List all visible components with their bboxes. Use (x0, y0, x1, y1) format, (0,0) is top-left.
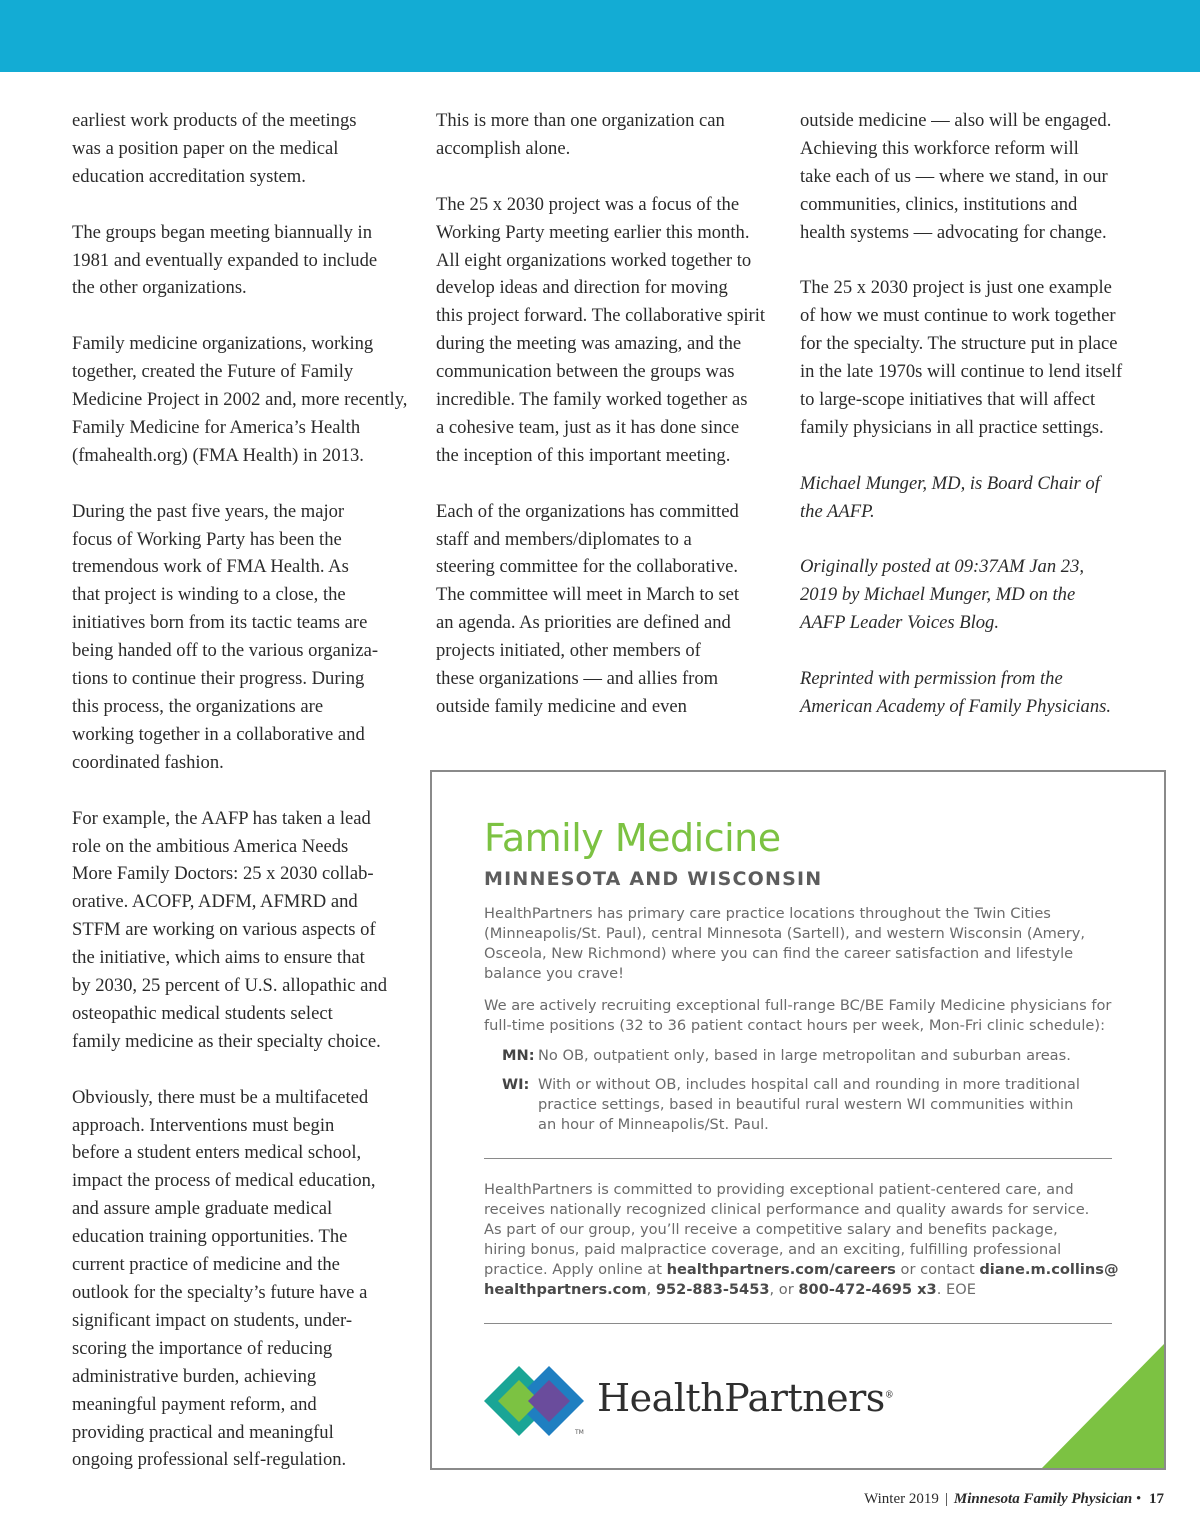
text-line: being handed off to the various organiza- (72, 640, 379, 662)
text-line: The 25 x 2030 project was a focus of the (436, 193, 740, 215)
text-line: to large-scope initiatives that will affect (800, 389, 1096, 411)
text-line: receives nationally recognized clinical performance and quality awards for service. (484, 1201, 1090, 1218)
text-line: incredible. The family worked together as (436, 389, 748, 411)
footer-divider: | (944, 1491, 948, 1507)
eoe-text: . EOE (936, 1281, 976, 1298)
text-line: HealthPartners is committed to providing exceptional patient-centered care, and (484, 1181, 1074, 1198)
text-line: this process, the organizations are (72, 695, 324, 717)
ad-title: Family Medicine (484, 816, 781, 860)
text-line: The 25 x 2030 project is just one example (800, 277, 1112, 299)
column-3-paragraph (800, 274, 1145, 441)
text-line: practice settings, based in beautiful rural western WI communities within (538, 1096, 1074, 1113)
author-bio (800, 470, 1145, 526)
column-1-paragraph (72, 330, 407, 470)
phone-number-1[interactable]: 952-883-5453 (655, 1281, 770, 1298)
text-line: the other organizations. (72, 277, 247, 299)
email-link-part-2[interactable]: healthpartners.com (484, 1281, 647, 1298)
text-line: AAFP Leader Voices Blog. (800, 612, 999, 634)
ad-subtitle: MINNESOTA AND WISCONSIN (484, 868, 823, 890)
text-line: in the late 1970s will continue to lend itself (800, 361, 1123, 383)
text-line: providing practical and meaningful (72, 1421, 334, 1443)
text-line: family medicine as their specialty choice. (72, 1030, 381, 1052)
text-line: Originally posted at 09:37AM Jan 23, (800, 556, 1085, 578)
text-line: balance you crave! (484, 965, 624, 982)
text-line: Osceola, New Richmond) where you can find the career satisfaction and lifestyle (484, 945, 1074, 962)
text-line: an hour of Minneapolis/St. Paul. (538, 1116, 769, 1133)
text-line: the inception of this important meeting. (436, 444, 731, 466)
text-line: these organizations — and allies from (436, 668, 719, 690)
column-1-paragraph (72, 219, 407, 303)
text-line: was a position paper on the medical (72, 137, 339, 159)
healthpartners-logo-icon (484, 1366, 594, 1436)
text-line: meaningful payment reform, and (72, 1393, 317, 1415)
text-line: tions to continue their progress. During (72, 668, 365, 690)
text-line: education accreditation system. (72, 165, 306, 187)
text-line: Michael Munger, MD, is Board Chair of (800, 472, 1100, 494)
text-line: As part of our group, you’ll receive a competitive salary and benefits package, (484, 1221, 1058, 1238)
text-line: 2019 by Michael Munger, MD on the (800, 584, 1076, 606)
page-number: 17 (1149, 1491, 1164, 1507)
ad-contact-line-6 (484, 1280, 1124, 1300)
ad-recruiting-paragraph (484, 996, 1124, 1036)
text-line: earliest work products of the meetings (72, 110, 357, 131)
text-line: The groups began meeting biannually in (72, 221, 373, 243)
text-line: tremendous work of FMA Health. As (72, 556, 349, 578)
ad-contact-paragraph (484, 1180, 1124, 1300)
text-line: a cohesive team, just as it has done since (436, 416, 740, 438)
text-line: staff and members/diplomates to a (436, 528, 692, 550)
text-line: family physicians in all practice settings. (800, 416, 1104, 438)
text-line: During the past five years, the major (72, 500, 345, 522)
ad-divider (484, 1323, 1112, 1324)
healthpartners-logo-text (597, 1376, 893, 1420)
text-line: Achieving this workforce reform will (800, 137, 1079, 159)
column-1-paragraph (72, 805, 407, 1056)
green-corner-triangle (1042, 1344, 1164, 1468)
text-line: outside medicine — also will be engaged. (800, 110, 1112, 131)
text-line: Working Party meeting earlier this month. (436, 221, 750, 243)
footer-magazine-title: Minnesota Family Physician (953, 1491, 1133, 1507)
text-line: The committee will meet in March to set (436, 584, 740, 606)
text-line: of how we must continue to work together (800, 305, 1116, 327)
text-line: and assure ample graduate medical (72, 1198, 333, 1220)
text-line: the AAFP. (800, 500, 875, 522)
text-line: an agenda. As priorities are defined and (436, 612, 731, 634)
header-color-bar (0, 0, 1200, 72)
text-line: initiatives born from its tactic teams are (72, 612, 368, 634)
text-line: for the specialty. The structure put in place (800, 333, 1118, 355)
text-line: projects initiated, other members of (436, 640, 701, 662)
text-line: STFM are working on various aspects of (72, 919, 376, 941)
text-line: full-time positions (32 to 36 patient contact hours per week, Mon-Fri clinic schedule): (484, 1017, 1105, 1034)
text-line: by 2030, 25 percent of U.S. allopathic and (72, 975, 387, 997)
text-line: the initiative, which aims to ensure that (72, 947, 365, 969)
column-3 (800, 107, 1145, 721)
text-line: significant impact on students, under- (72, 1309, 353, 1331)
contact-text: , (646, 1281, 656, 1298)
text-line: this project forward. The collaborative spirit (436, 305, 766, 327)
text-line: current practice of medicine and the (72, 1254, 340, 1276)
column-2-paragraph (436, 191, 776, 470)
text-line: education training opportunities. The (72, 1226, 348, 1248)
text-line: All eight organizations worked together to (436, 249, 752, 271)
logo-registered-mark: ® (884, 1390, 894, 1401)
phone-number-2[interactable]: 800-472-4695 x3 (798, 1281, 937, 1298)
text-line: With or without OB, includes hospital call and rounding in more traditional (538, 1076, 1080, 1093)
text-line: (fmahealth.org) (FMA Health) in 2013. (72, 444, 364, 466)
column-1-paragraph (72, 1084, 407, 1475)
text-line: More Family Doctors: 25 x 2030 collab- (72, 863, 374, 885)
ad-divider (484, 1158, 1112, 1159)
text-line: develop ideas and direction for moving (436, 277, 728, 299)
wi-text (538, 1075, 1080, 1135)
text-line: outlook for the specialty’s future have a (72, 1281, 368, 1303)
logo-name: HealthPartners (597, 1376, 885, 1420)
ad-contact-lines (484, 1180, 1124, 1260)
careers-link[interactable]: healthpartners.com/careers (666, 1261, 896, 1278)
page-footer (864, 1491, 1164, 1508)
text-line: health systems — advocating for change. (800, 221, 1107, 243)
text-line: steering committee for the collaborative. (436, 556, 739, 578)
mn-label: MN: (502, 1047, 535, 1064)
text-line: Each of the organizations has committed (436, 500, 739, 522)
footer-bullet: • (1135, 1491, 1142, 1507)
logo-tm: TM (575, 1429, 584, 1436)
text-line: coordinated fashion. (72, 751, 224, 773)
text-line: accomplish alone. (436, 137, 571, 159)
text-line: Obviously, there must be a multifaceted (72, 1086, 369, 1108)
text-line: This is more than one organization can (436, 110, 725, 131)
text-line: take each of us — where we stand, in our (800, 165, 1108, 187)
text-line: osteopathic medical students select (72, 1002, 333, 1024)
text-line: Family medicine organizations, working (72, 333, 374, 355)
ad-contact-line-5 (484, 1260, 1124, 1280)
footer-issue: Winter 2019 (864, 1491, 939, 1507)
text-line: American Academy of Family Physicians. (800, 695, 1112, 717)
text-line: together, created the Future of Family (72, 361, 354, 383)
text-line: that project is winding to a close, the (72, 584, 346, 606)
mn-text: No OB, outpatient only, based in large metropolitan and suburban areas. (538, 1047, 1071, 1064)
text-line: For example, the AAFP has taken a lead (72, 807, 371, 829)
text-line: communities, clinics, institutions and (800, 193, 1078, 215)
text-line: Reprinted with permission from the (800, 668, 1063, 690)
text-line: Medicine Project in 2002 and, more recently, (72, 389, 408, 411)
original-post-note (800, 553, 1145, 637)
text-line: impact the process of medical education, (72, 1170, 376, 1192)
text-line: 1981 and eventually expanded to include (72, 249, 378, 271)
text-line: Family Medicine for America’s Health (72, 416, 361, 438)
contact-text: practice. Apply online at (484, 1261, 667, 1278)
text-line: (Minneapolis/St. Paul), central Minnesota (Sartell), and western Wisconsin (Amery, (484, 925, 1086, 942)
text-line: approach. Interventions must begin (72, 1114, 335, 1136)
text-line: during the meeting was amazing, and the (436, 333, 742, 355)
text-line: role on the ambitious America Needs (72, 835, 349, 857)
text-line: focus of Working Party has been the (72, 528, 342, 550)
contact-text: or contact (895, 1261, 980, 1278)
column-3-paragraph (800, 107, 1145, 247)
text-line: ongoing professional self-regulation. (72, 1449, 347, 1471)
wi-label: WI: (502, 1076, 530, 1093)
text-line: communication between the groups was (436, 361, 735, 383)
text-line: We are actively recruiting exceptional full-range BC/BE Family Medicine physicians for (484, 997, 1112, 1014)
text-line: HealthPartners has primary care practice locations throughout the Twin Cities (484, 905, 1051, 922)
email-link-part-1[interactable]: diane.m.collins@ (979, 1261, 1119, 1278)
text-line: before a student enters medical school, (72, 1142, 362, 1164)
text-line: outside family medicine and even (436, 696, 687, 717)
ad-intro-paragraph (484, 904, 1124, 984)
column-2-paragraph (436, 498, 776, 721)
column-1-paragraph (72, 498, 407, 777)
contact-text: , or (769, 1281, 799, 1298)
text-line: orative. ACOFP, ADFM, AFMRD and (72, 891, 358, 913)
text-line: administrative burden, achieving (72, 1365, 317, 1387)
column-1-paragraph (72, 107, 407, 191)
text-line: working together in a collaborative and (72, 723, 365, 745)
column-2-paragraph (436, 107, 776, 163)
healthpartners-ad (430, 770, 1166, 1470)
reprint-permission-note (800, 665, 1145, 721)
column-2 (436, 107, 776, 721)
column-1 (72, 107, 407, 1474)
text-line: hiring bonus, paid malpractice coverage, and an exciting, fulfilling professional (484, 1241, 1062, 1258)
text-line: scoring the importance of reducing (72, 1337, 333, 1359)
